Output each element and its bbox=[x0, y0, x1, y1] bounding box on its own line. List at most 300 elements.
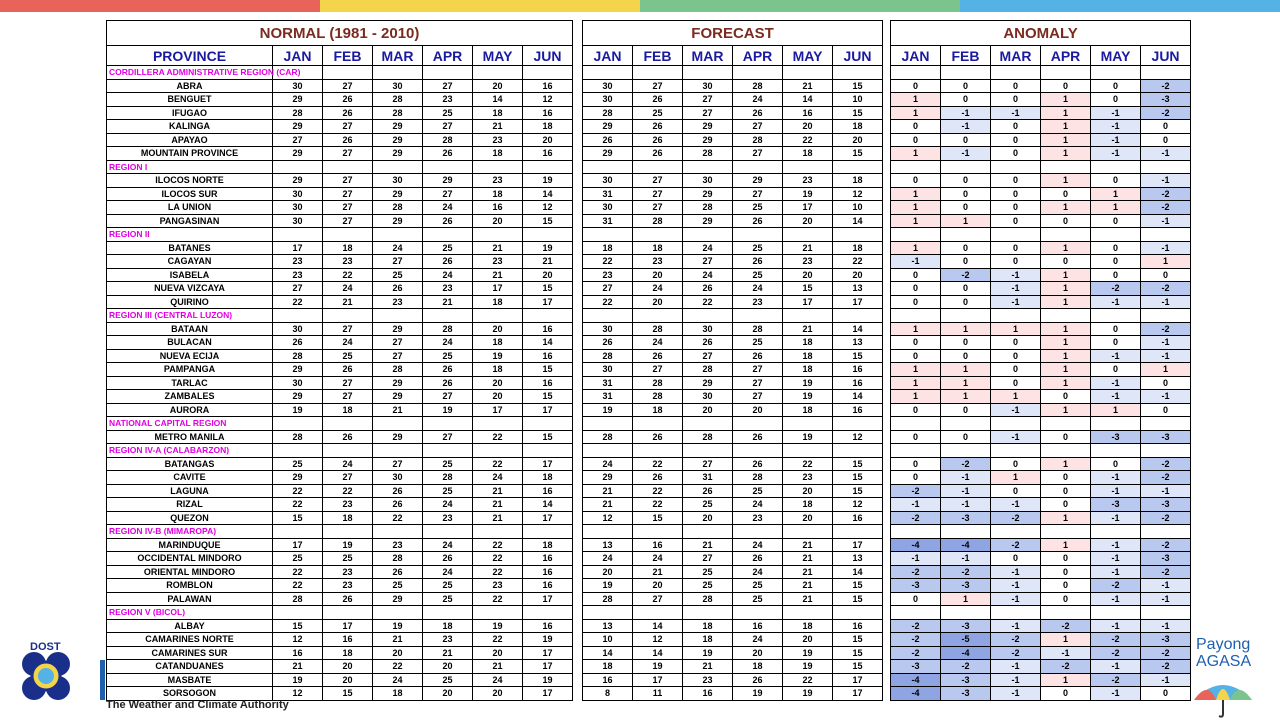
normal-value: 29 bbox=[373, 133, 423, 147]
table-row bbox=[107, 106, 573, 120]
forecast-value: 13 bbox=[833, 552, 883, 566]
anomaly-value: -2 bbox=[1141, 538, 1191, 552]
normal-value: 24 bbox=[323, 282, 373, 296]
table-row bbox=[583, 241, 883, 255]
province-name: APAYAO bbox=[107, 133, 273, 147]
empty-cell bbox=[833, 417, 883, 431]
table-row bbox=[583, 79, 883, 93]
empty-cell bbox=[323, 160, 373, 174]
empty-cell bbox=[1041, 444, 1091, 458]
anomaly-value: -1 bbox=[1091, 106, 1141, 120]
normal-value: 29 bbox=[423, 174, 473, 188]
anomaly-value: 0 bbox=[991, 187, 1041, 201]
forecast-value: 14 bbox=[833, 390, 883, 404]
forecast-value: 26 bbox=[633, 471, 683, 485]
table-row bbox=[107, 646, 573, 660]
table-row bbox=[891, 349, 1191, 363]
normal-value: 14 bbox=[523, 187, 573, 201]
region-row bbox=[891, 228, 1191, 242]
forecast-value: 20 bbox=[833, 133, 883, 147]
anomaly-value: 1 bbox=[1041, 201, 1091, 215]
empty-cell bbox=[633, 228, 683, 242]
normal-value: 19 bbox=[273, 403, 323, 417]
table-row bbox=[107, 187, 573, 201]
region-row bbox=[891, 444, 1191, 458]
forecast-value: 24 bbox=[733, 538, 783, 552]
table-row bbox=[583, 646, 883, 660]
province-name: LAGUNA bbox=[107, 484, 273, 498]
table-row bbox=[107, 133, 573, 147]
anomaly-value: 0 bbox=[941, 295, 991, 309]
forecast-value: 26 bbox=[633, 430, 683, 444]
table-row bbox=[107, 376, 573, 390]
anomaly-value: -1 bbox=[941, 471, 991, 485]
empty-cell bbox=[423, 525, 473, 539]
forecast-value: 28 bbox=[633, 322, 683, 336]
empty-cell bbox=[633, 606, 683, 620]
forecast-value: 26 bbox=[733, 430, 783, 444]
empty-cell bbox=[1141, 228, 1191, 242]
normal-value: 21 bbox=[473, 511, 523, 525]
normal-value: 18 bbox=[523, 538, 573, 552]
province-name: MASBATE bbox=[107, 673, 273, 687]
forecast-value: 28 bbox=[683, 592, 733, 606]
anomaly-value: 0 bbox=[991, 79, 1041, 93]
forecast-value: 16 bbox=[733, 619, 783, 633]
normal-value: 22 bbox=[373, 511, 423, 525]
forecast-value: 15 bbox=[833, 79, 883, 93]
forecast-value: 24 bbox=[683, 268, 733, 282]
forecast-value: 22 bbox=[833, 255, 883, 269]
forecast-value: 28 bbox=[583, 106, 633, 120]
normal-value: 24 bbox=[423, 498, 473, 512]
anomaly-value: -1 bbox=[991, 268, 1041, 282]
empty-cell bbox=[1141, 525, 1191, 539]
region-label: REGION IV-B (MIMAROPA) bbox=[107, 525, 273, 539]
normal-value: 22 bbox=[273, 295, 323, 309]
anomaly-value: -2 bbox=[1141, 106, 1191, 120]
province-name: METRO MANILA bbox=[107, 430, 273, 444]
region-row bbox=[583, 606, 883, 620]
anomaly-value: 0 bbox=[941, 349, 991, 363]
normal-value: 16 bbox=[273, 646, 323, 660]
forecast-value: 27 bbox=[633, 79, 683, 93]
forecast-value: 28 bbox=[583, 430, 633, 444]
normal-value: 24 bbox=[323, 457, 373, 471]
table-row bbox=[583, 633, 883, 647]
anomaly-value: 0 bbox=[991, 376, 1041, 390]
anomaly-value: 0 bbox=[891, 120, 941, 134]
anomaly-value: -1 bbox=[1141, 673, 1191, 687]
anomaly-value: 1 bbox=[941, 390, 991, 404]
empty-cell bbox=[633, 66, 683, 80]
forecast-value: 25 bbox=[683, 579, 733, 593]
forecast-value: 18 bbox=[833, 120, 883, 134]
anomaly-value: 0 bbox=[891, 295, 941, 309]
province-name: MOUNTAIN PROVINCE bbox=[107, 147, 273, 161]
normal-value: 23 bbox=[473, 174, 523, 188]
forecast-value: 28 bbox=[733, 133, 783, 147]
anomaly-value: 0 bbox=[891, 282, 941, 296]
umbrella-icon bbox=[1192, 676, 1254, 720]
normal-value: 24 bbox=[423, 336, 473, 350]
normal-value: 16 bbox=[523, 322, 573, 336]
forecast-value: 19 bbox=[683, 646, 733, 660]
forecast-value: 27 bbox=[633, 187, 683, 201]
anomaly-value: 0 bbox=[891, 336, 941, 350]
forecast-value: 14 bbox=[633, 619, 683, 633]
normal-value: 19 bbox=[273, 673, 323, 687]
normal-value: 28 bbox=[423, 471, 473, 485]
empty-cell bbox=[523, 606, 573, 620]
empty-cell bbox=[633, 160, 683, 174]
normal-value: 21 bbox=[473, 268, 523, 282]
forecast-value: 27 bbox=[683, 106, 733, 120]
region-label: REGION IV-A (CALABARZON) bbox=[107, 444, 273, 458]
region-row bbox=[891, 309, 1191, 323]
normal-value: 21 bbox=[473, 484, 523, 498]
forecast-value: 25 bbox=[633, 106, 683, 120]
forecast-table bbox=[582, 20, 883, 701]
region-row bbox=[107, 160, 573, 174]
anomaly-value: -1 bbox=[1141, 295, 1191, 309]
region-row bbox=[891, 66, 1191, 80]
empty-cell bbox=[683, 417, 733, 431]
forecast-value: 20 bbox=[783, 120, 833, 134]
table-row bbox=[107, 673, 573, 687]
region-label: CORDILLERA ADMINISTRATIVE REGION (CAR) bbox=[107, 66, 273, 80]
anomaly-value: 1 bbox=[891, 147, 941, 161]
anomaly-value: -5 bbox=[941, 633, 991, 647]
anomaly-value: 0 bbox=[941, 187, 991, 201]
anomaly-value: -3 bbox=[941, 687, 991, 701]
anomaly-value: -2 bbox=[1141, 646, 1191, 660]
forecast-value: 23 bbox=[783, 174, 833, 188]
empty-cell bbox=[683, 228, 733, 242]
normal-value: 21 bbox=[473, 498, 523, 512]
table-row bbox=[891, 363, 1191, 377]
normal-value: 12 bbox=[523, 93, 573, 107]
forecast-value: 19 bbox=[583, 579, 633, 593]
normal-value: 21 bbox=[323, 295, 373, 309]
forecast-value: 25 bbox=[683, 498, 733, 512]
forecast-value: 20 bbox=[633, 295, 683, 309]
region-row bbox=[583, 160, 883, 174]
normal-value: 29 bbox=[373, 592, 423, 606]
empty-cell bbox=[423, 417, 473, 431]
anomaly-value: -1 bbox=[1091, 538, 1141, 552]
forecast-value: 20 bbox=[633, 268, 683, 282]
forecast-value: 24 bbox=[633, 336, 683, 350]
anomaly-value: -2 bbox=[891, 633, 941, 647]
normal-value: 26 bbox=[323, 592, 373, 606]
anomaly-value: -2 bbox=[1141, 471, 1191, 485]
anomaly-value: 1 bbox=[891, 106, 941, 120]
empty-cell bbox=[323, 444, 373, 458]
empty-cell bbox=[733, 606, 783, 620]
table-row bbox=[583, 295, 883, 309]
normal-value: 22 bbox=[273, 565, 323, 579]
anomaly-table bbox=[890, 20, 1191, 701]
forecast-value: 20 bbox=[783, 484, 833, 498]
normal-value: 29 bbox=[373, 147, 423, 161]
anomaly-value: 0 bbox=[891, 471, 941, 485]
forecast-title-row bbox=[583, 21, 883, 46]
normal-value: 27 bbox=[273, 133, 323, 147]
forecast-value: 18 bbox=[833, 241, 883, 255]
anomaly-value: 0 bbox=[991, 120, 1041, 134]
anomaly-value: -2 bbox=[1141, 187, 1191, 201]
anomaly-value: -2 bbox=[991, 646, 1041, 660]
empty-cell bbox=[991, 160, 1041, 174]
anomaly-value: 1 bbox=[1041, 268, 1091, 282]
month-header-mar: MAR bbox=[683, 46, 733, 66]
table-row bbox=[583, 484, 883, 498]
normal-value: 15 bbox=[523, 363, 573, 377]
region-row bbox=[891, 417, 1191, 431]
anomaly-value: -4 bbox=[941, 538, 991, 552]
empty-cell bbox=[891, 444, 941, 458]
forecast-value: 26 bbox=[733, 457, 783, 471]
empty-cell bbox=[423, 444, 473, 458]
province-name: CATANDUANES bbox=[107, 660, 273, 674]
empty-cell bbox=[683, 160, 733, 174]
table-row bbox=[891, 430, 1191, 444]
normal-value: 27 bbox=[423, 390, 473, 404]
anomaly-value: -1 bbox=[1141, 484, 1191, 498]
empty-cell bbox=[1091, 160, 1141, 174]
forecast-value: 25 bbox=[733, 268, 783, 282]
table-row bbox=[107, 430, 573, 444]
payong-pagasa-logo-text bbox=[1196, 636, 1251, 670]
forecast-value: 26 bbox=[683, 282, 733, 296]
normal-value: 23 bbox=[423, 633, 473, 647]
normal-value: 25 bbox=[373, 268, 423, 282]
table-row bbox=[583, 268, 883, 282]
forecast-value: 12 bbox=[633, 633, 683, 647]
anomaly-title-row bbox=[891, 21, 1191, 46]
color-bar-blue bbox=[960, 0, 1280, 12]
anomaly-value: 0 bbox=[1141, 120, 1191, 134]
forecast-value: 20 bbox=[583, 565, 633, 579]
empty-cell bbox=[323, 606, 373, 620]
table-row bbox=[583, 255, 883, 269]
region-row bbox=[583, 309, 883, 323]
anomaly-value: -2 bbox=[1141, 282, 1191, 296]
table-row bbox=[107, 660, 573, 674]
empty-cell bbox=[273, 525, 323, 539]
forecast-value: 20 bbox=[783, 268, 833, 282]
anomaly-value: -3 bbox=[1141, 93, 1191, 107]
normal-value: 30 bbox=[273, 376, 323, 390]
table-row bbox=[583, 498, 883, 512]
forecast-value: 18 bbox=[783, 403, 833, 417]
table-row bbox=[583, 93, 883, 107]
anomaly-value: 0 bbox=[891, 349, 941, 363]
empty-cell bbox=[733, 309, 783, 323]
anomaly-value: -1 bbox=[1091, 471, 1141, 485]
normal-value: 27 bbox=[323, 147, 373, 161]
normal-value: 26 bbox=[373, 565, 423, 579]
month-header-jun: JUN bbox=[523, 46, 573, 66]
forecast-value: 31 bbox=[583, 187, 633, 201]
forecast-value: 16 bbox=[833, 376, 883, 390]
forecast-title: FORECAST bbox=[583, 21, 883, 46]
forecast-value: 15 bbox=[833, 484, 883, 498]
normal-value: 15 bbox=[523, 214, 573, 228]
forecast-value: 19 bbox=[783, 430, 833, 444]
authority-caption: The Weather and Climate Authority bbox=[106, 699, 289, 711]
empty-cell bbox=[473, 309, 523, 323]
forecast-value: 26 bbox=[733, 214, 783, 228]
normal-value: 22 bbox=[373, 660, 423, 674]
normal-value: 12 bbox=[523, 201, 573, 215]
forecast-value: 15 bbox=[833, 646, 883, 660]
forecast-value: 27 bbox=[683, 255, 733, 269]
province-name: ILOCOS SUR bbox=[107, 187, 273, 201]
anomaly-value: 1 bbox=[1041, 282, 1091, 296]
province-name: PANGASINAN bbox=[107, 214, 273, 228]
anomaly-value: -1 bbox=[941, 147, 991, 161]
table-row bbox=[891, 619, 1191, 633]
month-header-jun: JUN bbox=[833, 46, 883, 66]
normal-value: 17 bbox=[523, 295, 573, 309]
normal-value: 27 bbox=[373, 457, 423, 471]
anomaly-value: 1 bbox=[1041, 174, 1091, 188]
month-header-may: MAY bbox=[473, 46, 523, 66]
empty-cell bbox=[473, 66, 523, 80]
empty-cell bbox=[323, 66, 373, 80]
anomaly-value: -2 bbox=[941, 457, 991, 471]
anomaly-value: 1 bbox=[1141, 255, 1191, 269]
forecast-value: 21 bbox=[583, 484, 633, 498]
normal-value: 27 bbox=[323, 471, 373, 485]
anomaly-value: 0 bbox=[1041, 592, 1091, 606]
forecast-value: 13 bbox=[583, 538, 633, 552]
normal-value: 17 bbox=[523, 457, 573, 471]
anomaly-value: -1 bbox=[1091, 376, 1141, 390]
normal-value: 26 bbox=[423, 363, 473, 377]
empty-cell bbox=[891, 160, 941, 174]
empty-cell bbox=[783, 444, 833, 458]
forecast-value: 25 bbox=[683, 565, 733, 579]
anomaly-value: -2 bbox=[1141, 322, 1191, 336]
empty-cell bbox=[523, 66, 573, 80]
forecast-value: 29 bbox=[733, 174, 783, 188]
anomaly-value: 0 bbox=[991, 457, 1041, 471]
empty-cell bbox=[733, 417, 783, 431]
normal-value: 16 bbox=[523, 106, 573, 120]
anomaly-value: -3 bbox=[891, 660, 941, 674]
empty-cell bbox=[1041, 309, 1091, 323]
anomaly-value: 0 bbox=[941, 255, 991, 269]
empty-cell bbox=[783, 160, 833, 174]
forecast-value: 22 bbox=[633, 457, 683, 471]
anomaly-value: 1 bbox=[1041, 511, 1091, 525]
normal-value: 18 bbox=[473, 336, 523, 350]
forecast-value: 24 bbox=[583, 457, 633, 471]
normal-value: 18 bbox=[323, 403, 373, 417]
normal-value: 27 bbox=[273, 282, 323, 296]
anomaly-value: -2 bbox=[1091, 579, 1141, 593]
province-name: QUIRINO bbox=[107, 295, 273, 309]
normal-value: 23 bbox=[323, 255, 373, 269]
normal-value: 17 bbox=[523, 403, 573, 417]
forecast-value: 22 bbox=[583, 255, 633, 269]
table-row bbox=[583, 376, 883, 390]
anomaly-value: 1 bbox=[1041, 93, 1091, 107]
normal-value: 18 bbox=[473, 295, 523, 309]
anomaly-value: -1 bbox=[891, 498, 941, 512]
normal-value: 14 bbox=[523, 336, 573, 350]
anomaly-value: 0 bbox=[941, 79, 991, 93]
empty-cell bbox=[583, 228, 633, 242]
normal-value: 26 bbox=[423, 214, 473, 228]
empty-cell bbox=[941, 525, 991, 539]
forecast-value: 29 bbox=[583, 147, 633, 161]
forecast-value: 18 bbox=[633, 403, 683, 417]
table-row bbox=[583, 579, 883, 593]
forecast-value: 25 bbox=[733, 241, 783, 255]
anomaly-value: -2 bbox=[1141, 565, 1191, 579]
empty-cell bbox=[891, 417, 941, 431]
anomaly-value: -4 bbox=[941, 646, 991, 660]
table-row bbox=[583, 687, 883, 701]
forecast-value: 17 bbox=[833, 538, 883, 552]
forecast-value: 12 bbox=[833, 498, 883, 512]
empty-cell bbox=[583, 309, 633, 323]
normal-value: 26 bbox=[273, 336, 323, 350]
forecast-value: 17 bbox=[633, 673, 683, 687]
table-row bbox=[583, 430, 883, 444]
empty-cell bbox=[941, 417, 991, 431]
forecast-value: 15 bbox=[833, 633, 883, 647]
anomaly-value: 0 bbox=[1091, 93, 1141, 107]
province-name: PAMPANGA bbox=[107, 363, 273, 377]
normal-value: 27 bbox=[323, 187, 373, 201]
forecast-value: 19 bbox=[783, 187, 833, 201]
normal-value: 17 bbox=[523, 592, 573, 606]
anomaly-value: 1 bbox=[1041, 133, 1091, 147]
table-row bbox=[891, 633, 1191, 647]
anomaly-value: 0 bbox=[991, 214, 1041, 228]
anomaly-value: -2 bbox=[1041, 619, 1091, 633]
anomaly-value: -1 bbox=[991, 106, 1041, 120]
empty-cell bbox=[1141, 160, 1191, 174]
month-header-jan: JAN bbox=[583, 46, 633, 66]
normal-value: 23 bbox=[323, 579, 373, 593]
forecast-value: 26 bbox=[683, 484, 733, 498]
anomaly-value: 0 bbox=[941, 430, 991, 444]
table-row bbox=[107, 592, 573, 606]
anomaly-value: 1 bbox=[1041, 538, 1091, 552]
anomaly-value: 0 bbox=[1041, 565, 1091, 579]
anomaly-value: 0 bbox=[941, 133, 991, 147]
anomaly-value: -3 bbox=[1141, 430, 1191, 444]
normal-value: 16 bbox=[523, 579, 573, 593]
anomaly-value: 0 bbox=[1041, 471, 1091, 485]
normal-value: 18 bbox=[473, 106, 523, 120]
anomaly-value: 1 bbox=[891, 187, 941, 201]
anomaly-value: -3 bbox=[1091, 430, 1141, 444]
province-name: PALAWAN bbox=[107, 592, 273, 606]
table-row bbox=[107, 147, 573, 161]
normal-value: 26 bbox=[423, 147, 473, 161]
province-name: CAGAYAN bbox=[107, 255, 273, 269]
table-row bbox=[891, 322, 1191, 336]
forecast-value: 12 bbox=[583, 511, 633, 525]
anomaly-value: -1 bbox=[1141, 592, 1191, 606]
